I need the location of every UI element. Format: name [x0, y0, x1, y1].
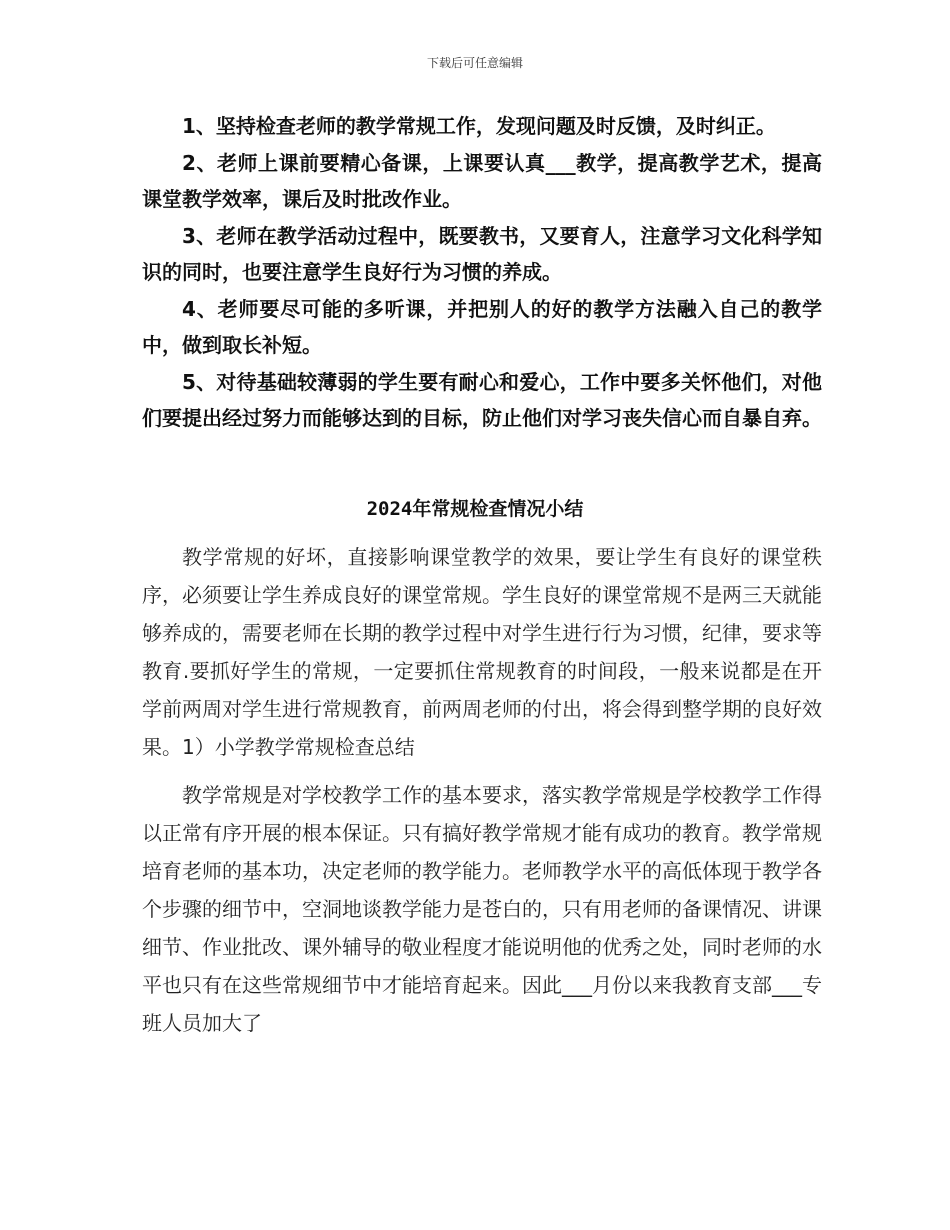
requirements-list: [142, 108, 822, 437]
page-header: 下载后可任意编辑: [426, 56, 523, 70]
paragraph: 教学常规的好坏，直接影响课堂教学的效果，要让学生有良好的课堂秩序，必须要让学生养成良好的课堂常规。学生良好的课堂常规不是两三天就能够养成的，需要老师在长期的教学过程中对学生进行行为习惯，纪律，要求等教育.要抓好学生的常规，一定要抓住常规教育的时间段，一般来说都是在开学前两周对学生进行常规教育，前两周老师的付出，将会得到整学期的良好效果。1）小学教学常规检查总结: [142, 545, 822, 759]
list-item: 4、老师要尽可能的多听课，并把别人的好的教学方法融入自己的教学中，做到取长补短。: [142, 296, 822, 357]
summary-body: [142, 538, 822, 1042]
list-item: 2、老师上课前要精心备课，上课要认真___教学，提高教学艺术，提高课堂教学效率，课后及时批改作业。: [142, 150, 822, 211]
list-item: 3、老师在教学活动过程中，既要教书，又要育人，注意学习文化科学知识的同时，也要注意学生良好行为习惯的养成。: [142, 223, 822, 284]
list-item: 5、对待基础较薄弱的学生要有耐心和爱心，工作中要多关怀他们，对他们要提出经过努力而能够达到的目标，防止他们对学习丧失信心而自暴自弃。: [142, 369, 822, 430]
paragraph: 教学常规是对学校教学工作的基本要求，落实教学常规是学校教学工作得以正常有序开展的根本保证。只有搞好教学常规才能有成功的教育。教学常规培育老师的基本功，决定老师的教学能力。老师教学水平的高低体现于教学各个步骤的细节中，空洞地谈教学能力是苍白的，只有用老师的备课情况、讲课细节、作业批改、课外辅导的敬业程度才能说明他的优秀之处，同时老师的水平也只有在这些常规细节中才能培育起来。因此___月份以来我教育支部___专班人员加大了: [142, 783, 822, 1035]
list-item: 1、坚持检查老师的教学常规工作，发现问题及时反馈，及时纠正。: [182, 114, 776, 138]
section-title: 2024年常规检查情况小结: [366, 498, 584, 520]
